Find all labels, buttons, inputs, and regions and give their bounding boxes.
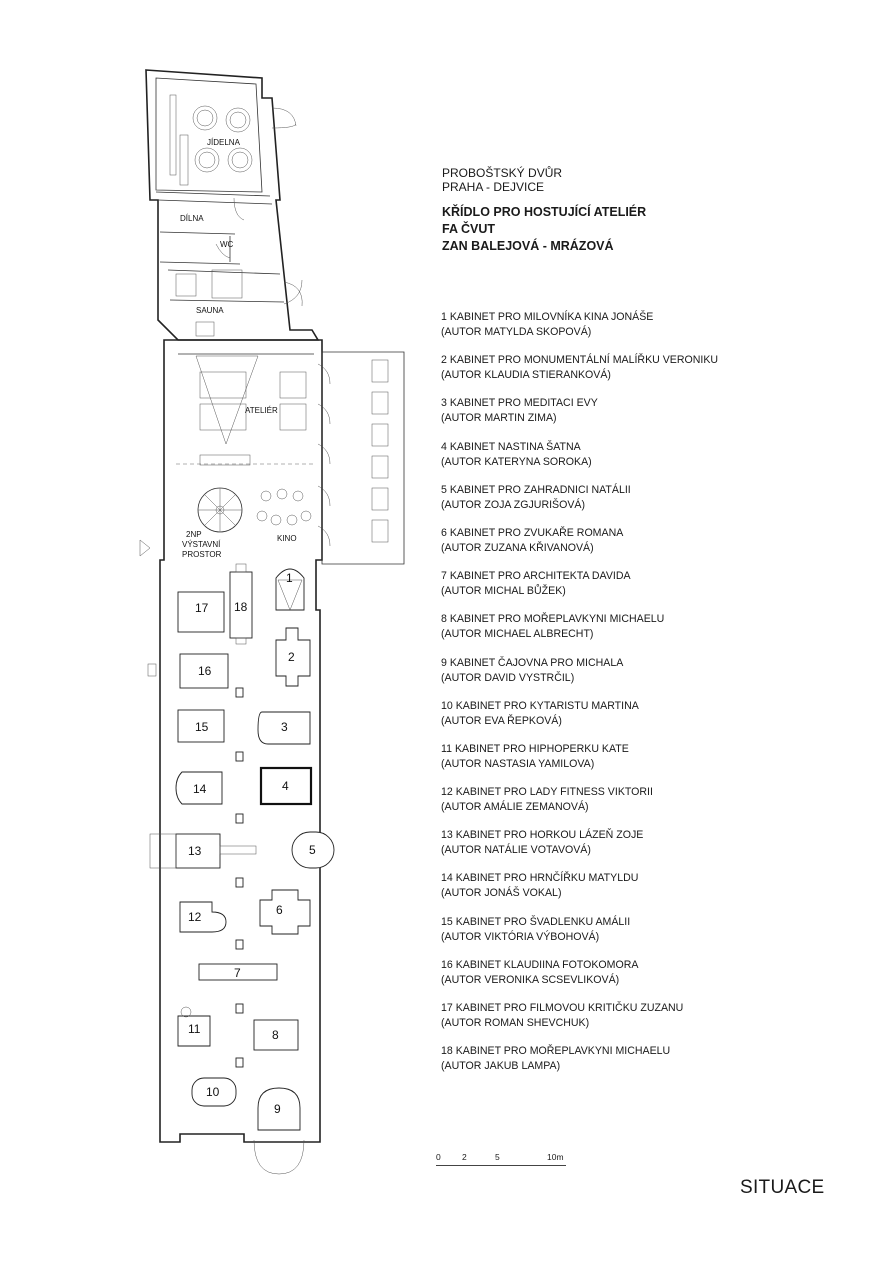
project-title: KŘÍDLO PRO HOSTUJÍCÍ ATELIÉR [442,205,647,219]
scale-bar [436,1152,576,1172]
legend-item-title: 1 KABINET PRO MILOVNÍKA KINA JONÁŠE [441,311,654,323]
legend-item [441,785,861,828]
north-block [146,70,318,340]
label-exhibit-vystavni: VÝSTAVNÍ [182,540,221,549]
legend-item [441,569,861,612]
legend-item-author: (AUTOR ZUZANA KŘIVANOVÁ) [441,541,594,554]
legend-item [441,828,861,871]
legend-item [441,871,861,914]
legend-item-title: 16 KABINET KLAUDIINA FOTOKOMORA [441,958,639,971]
legend-item-author: (AUTOR MARTIN ZIMA) [441,412,557,425]
room-number-18: 18 [234,600,248,614]
legend-item-title: 11 KABINET PRO HIPHOPERKU KATE [441,742,629,755]
legend-item [441,612,861,655]
legend-item-author: (AUTOR MATYLDA SKOPOVÁ) [441,326,592,338]
legend-item-title: 3 KABINET PRO MEDITACI EVY [441,397,598,410]
legend-item-author: (AUTOR DAVID VYSTRČIL) [441,671,575,684]
room-number-9: 9 [274,1102,281,1116]
legend-item-title: 9 KABINET ČAJOVNA PRO MICHALA [441,656,624,669]
legend-item-author: (AUTOR JONÁŠ VOKAL) [441,887,562,900]
project-school: FA ČVUT [442,222,496,236]
room-number-2: 2 [288,650,295,664]
scale-tick-2: 2 [462,1152,467,1162]
kino-seats [257,489,311,525]
cabinets [150,564,334,1174]
label-exhibit-prostor: PROSTOR [182,550,222,559]
legend-item-author: (AUTOR AMÁLIE ZEMANOVÁ) [441,801,589,814]
legend-item-title: 2 KABINET PRO MONUMENTÁLNÍ MALÍŘKU VERONIKU [441,354,719,367]
legend-item-author: (AUTOR VIKTÓRIA VÝBOHOVÁ) [441,930,600,943]
room-number-7: 7 [234,966,241,980]
legend-item-author: (AUTOR KATERYNA SOROKA) [441,455,592,468]
room-6 [260,890,310,934]
legend-item-title: 4 KABINET NASTINA ŠATNA [441,440,581,453]
legend-item-title: 5 KABINET PRO ZAHRADNICI NATÁLII [441,483,631,496]
room-number-10: 10 [206,1085,220,1099]
room-number-1: 1 [286,571,293,585]
legend-item [441,915,861,958]
label-jidelna: JÍDELNA [207,138,240,147]
scale-tick-10: 10m [547,1152,564,1162]
legend-item-title: 15 KABINET PRO ŠVADLENKU AMÁLII [441,915,631,928]
legend-item-title: 14 KABINET PRO HRNČÍŘKU MATYLDU [441,872,639,885]
label-sauna: SAUNA [196,306,224,315]
floor-plan [0,0,430,1264]
legend-item-title: 6 KABINET PRO ZVUKAŘE ROMANA [441,526,624,539]
room-number-3: 3 [281,720,288,734]
legend-item [441,958,861,1001]
legend-item [441,396,861,439]
columns [236,688,243,1067]
legend-item-title: 17 KABINET PRO FILMOVOU KRITIČKU ZUZANU [441,1002,684,1014]
legend-item-author: (AUTOR ZOJA ZGJURIŠOVÁ) [441,498,586,511]
legend-item-author: (AUTOR EVA ŘEPKOVÁ) [441,714,562,727]
legend-item [441,742,861,785]
legend-item-author: (AUTOR MICHAEL ALBRECHT) [441,628,594,641]
legend-item-author: (AUTOR JAKUB LAMPA) [441,1060,561,1073]
legend-item [441,353,861,396]
legend-item-author: (AUTOR ROMAN SHEVCHUK) [441,1017,590,1029]
terrace [322,352,404,564]
legend-item [441,483,861,526]
project-authors: ZAN BALEJOVÁ - MRÁZOVÁ [442,239,614,253]
legend-item-title: 7 KABINET PRO ARCHITEKTA DAVIDA [441,570,631,583]
legend-item-title: 12 KABINET PRO LADY FITNESS VIKTORII [441,786,653,799]
label-exhibit-2np: 2NP [186,530,202,539]
label-kino: KINO [277,534,297,543]
room-number-8: 8 [272,1028,279,1042]
legend-item-author: (AUTOR NASTASIA YAMILOVA) [441,757,595,770]
legend-item [441,1001,861,1044]
scale-line [436,1165,566,1166]
room-number-11: 11 [188,1022,201,1036]
room-12 [180,902,226,932]
room-number-13: 13 [188,844,202,858]
label-wc: WC [220,240,234,249]
legend-item-title: 13 KABINET PRO HORKOU LÁZEŇ ZOJE [441,829,644,842]
legend-item [441,310,861,353]
label-dilna: DÍLNA [180,214,204,223]
legend-item-author: (AUTOR MICHAL BŮŽEK) [441,585,566,598]
room-number-5: 5 [309,843,316,857]
legend-item-author: (AUTOR KLAUDIA STIERANKOVÁ) [441,369,611,382]
room-number-17: 17 [195,601,209,615]
title-block [442,166,862,255]
label-atelier: ATELIÉR [245,406,278,415]
legend-item [441,699,861,742]
legend-item-author: (AUTOR VERONIKA SCSEVLIKOVÁ) [441,973,620,986]
room-number-12: 12 [188,910,202,924]
legend-item [441,526,861,569]
legend-item-author: (AUTOR NATÁLIE VOTAVOVÁ) [441,844,591,857]
sheet-title: SITUACE [740,1177,825,1198]
legend-item-title: 10 KABINET PRO KYTARISTU MARTINA [441,699,639,712]
legend-item-title: 8 KABINET PRO MOŘEPLAVKYNI MICHAELU [441,613,665,626]
legend-item [441,440,861,483]
scale-tick-5: 5 [495,1152,500,1162]
site-location: PRAHA - DEJVICE [442,180,545,194]
room-number-15: 15 [195,720,209,734]
legend-item [441,1044,861,1087]
room-number-4: 4 [282,779,289,793]
scale-tick-0: 0 [436,1152,441,1162]
cabinet-legend [441,310,861,1087]
legend-item-title: 18 KABINET PRO MOŘEPLAVKYNI MICHAELU [441,1045,671,1058]
room-number-14: 14 [193,782,207,796]
site-name: PROBOŠTSKÝ DVŮR [442,166,563,180]
room-number-16: 16 [198,664,212,678]
room-number-6: 6 [276,903,283,917]
legend-item [441,656,861,699]
